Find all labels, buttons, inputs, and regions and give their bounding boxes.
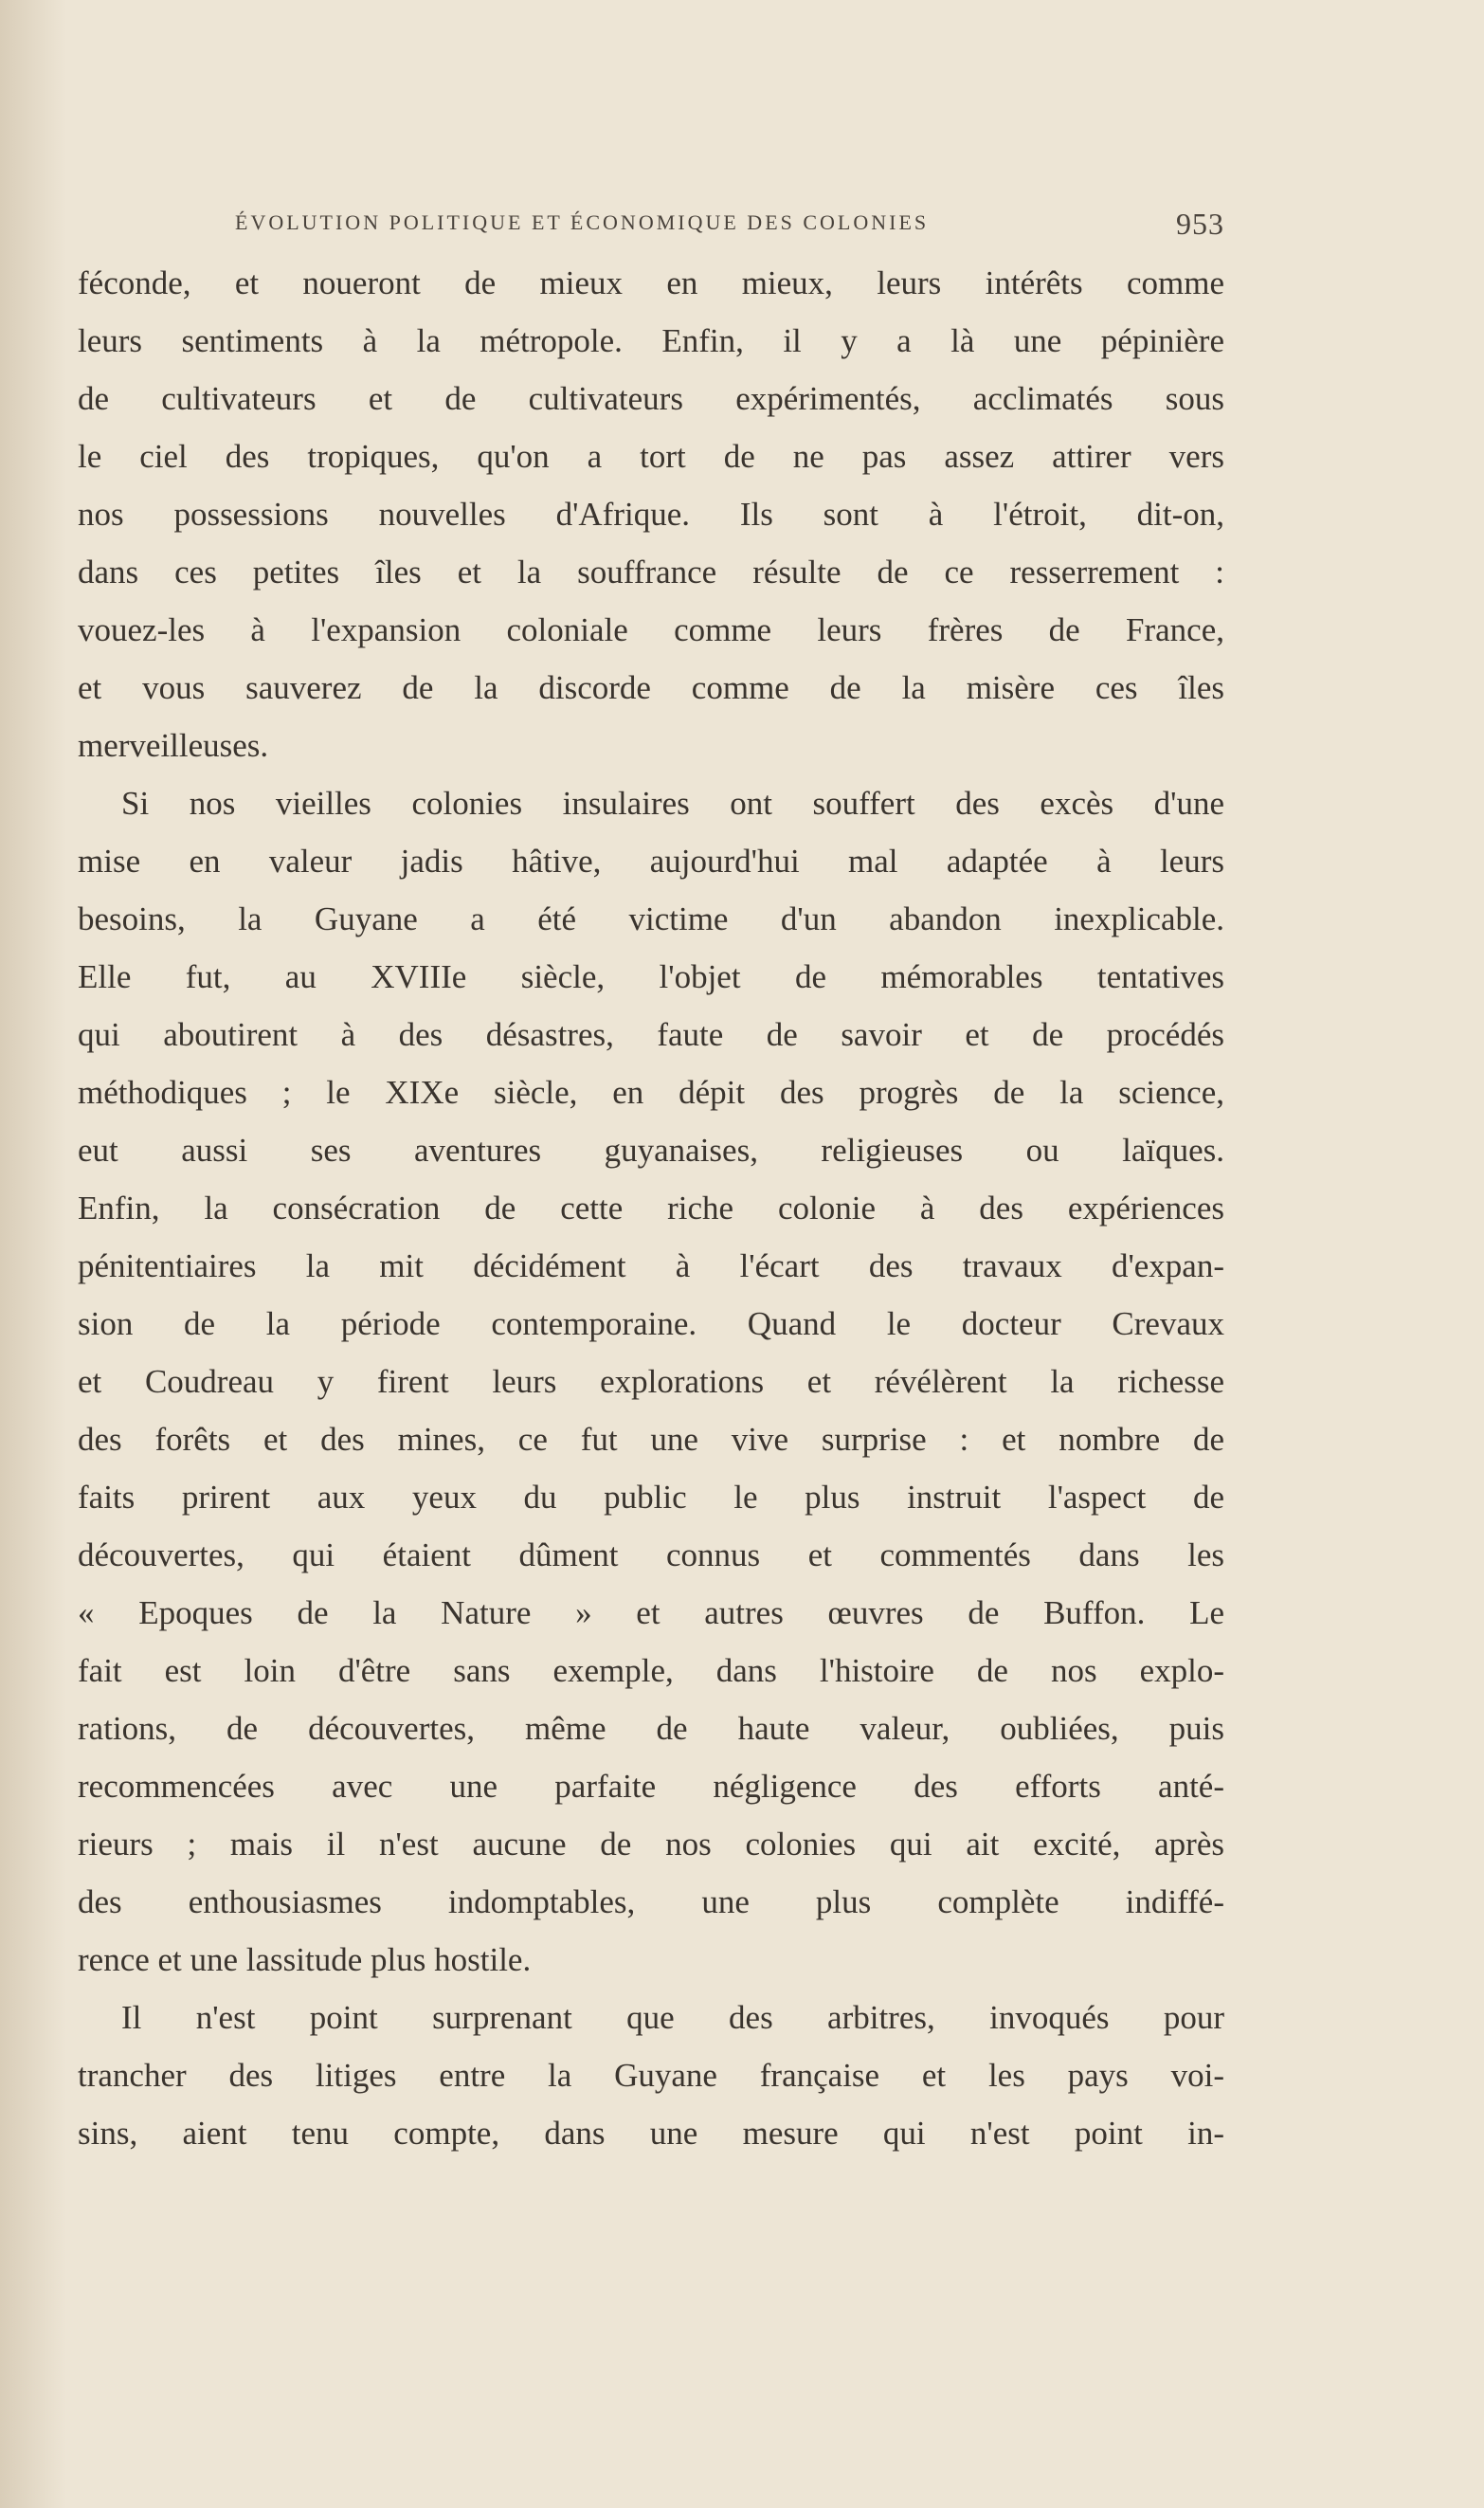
paragraph-start-line: Il n'est point surprenant que des arbitres, invoqués pour — [121, 1999, 1224, 2036]
text-line: eut aussi ses aventures guyanaises, religieuses ou laïques. — [78, 1132, 1224, 1169]
text-line: et Coudreau y firent leurs explorations et révélèrent la richesse — [78, 1363, 1224, 1400]
text-line: nos possessions nouvelles d'Afrique. Ils sont à l'étroit, dit-on, — [78, 496, 1224, 533]
text-line: le ciel des tropiques, qu'on a tort de ne pas assez attirer vers — [78, 438, 1224, 475]
text-line: merveilleuses. — [78, 727, 269, 764]
text-line: pénitentiaires la mit décidément à l'écart des travaux d'expan- — [78, 1247, 1224, 1284]
running-header — [123, 207, 1224, 248]
text-line: rations, de découvertes, même de haute valeur, oubliées, puis — [78, 1710, 1224, 1747]
text-line: besoins, la Guyane a été victime d'un abandon inexplicable. — [78, 900, 1224, 937]
text-line: des forêts et des mines, ce fut une vive surprise : et nombre de — [78, 1421, 1224, 1458]
running-title: ÉVOLUTION POLITIQUE ET ÉCONOMIQUE DES COLONIES — [235, 210, 930, 234]
text-line: vouez-les à l'expansion coloniale comme leurs frères de France, — [78, 611, 1224, 648]
text-line: rieurs ; mais il n'est aucune de nos colonies qui ait excité, après — [78, 1826, 1224, 1863]
text-line: dans ces petites îles et la souffrance résulte de ce resserrement : — [78, 554, 1224, 591]
text-line: « Epoques de la Nature » et autres œuvres de Buffon. Le — [78, 1594, 1224, 1631]
body-text — [78, 254, 1224, 2162]
paragraph-start-line: Si nos vieilles colonies insulaires ont souffert des excès d'une — [121, 785, 1224, 822]
text-line: méthodiques ; le XIXe siècle, en dépit des progrès de la science, — [78, 1074, 1224, 1111]
text-line: qui aboutirent à des désastres, faute de savoir et de procédés — [78, 1016, 1224, 1053]
text-line: mise en valeur jadis hâtive, aujourd'hui mal adaptée à leurs — [78, 843, 1224, 880]
text-line: rence et une lassitude plus hostile. — [78, 1941, 532, 1978]
text-line: Elle fut, au XVIIIe siècle, l'objet de mémorables tentatives — [78, 958, 1224, 995]
text-line: de cultivateurs et de cultivateurs expérimentés, acclimatés sous — [78, 380, 1224, 417]
text-line: fait est loin d'être sans exemple, dans l'histoire de nos explo- — [78, 1652, 1224, 1689]
text-line: recommencées avec une parfaite négligence des efforts anté- — [78, 1768, 1224, 1805]
text-line: sion de la période contemporaine. Quand le docteur Crevaux — [78, 1305, 1224, 1342]
text-line: découvertes, qui étaient dûment connus et commentés dans les — [78, 1536, 1224, 1573]
text-line: des enthousiasmes indomptables, une plus complète indiffé- — [78, 1883, 1224, 1920]
text-line: faits prirent aux yeux du public le plus instruit l'aspect de — [78, 1479, 1224, 1516]
text-line: féconde, et noueront de mieux en mieux, leurs intérêts comme — [78, 264, 1224, 301]
text-line: Enfin, la consécration de cette riche colonie à des expériences — [78, 1190, 1224, 1227]
text-line: trancher des litiges entre la Guyane française et les pays voi- — [78, 2057, 1224, 2094]
text-line: et vous sauverez de la discorde comme de la misère ces îles — [78, 669, 1224, 706]
text-line: leurs sentiments à la métropole. Enfin, il y a là une pépinière — [78, 322, 1224, 359]
text-line: sins, aient tenu compte, dans une mesure qui n'est point in- — [78, 2115, 1224, 2152]
page-number: 953 — [1176, 207, 1224, 241]
